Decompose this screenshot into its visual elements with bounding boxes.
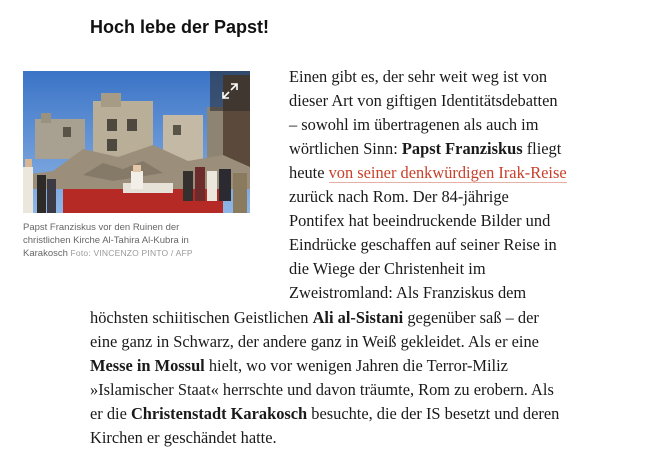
body-text: gegenüber saß – der	[403, 308, 539, 327]
body-line: eine ganz in Schwarz, der andere ganz in Weiß gekleidet. Als er eine	[90, 332, 539, 351]
article-figure	[23, 71, 250, 260]
body-line: zurück nach Rom. Der 84-jährige	[289, 187, 509, 206]
body-line	[289, 161, 567, 185]
body-line: Kirchen er geschändet hatte.	[90, 428, 277, 447]
bold-papst-franziskus: Papst Franziskus	[401, 139, 523, 158]
body-text: fliegt	[522, 139, 562, 158]
body-line: Einen gibt es, der sehr weit weg ist von	[289, 67, 548, 86]
body-line: Eindrücke geschaffen auf seiner Reise in	[289, 235, 557, 254]
body-line: Pontifex hat beeindruckende Bilder und	[289, 211, 551, 230]
body-text: besuchte, die der IS besetzt und deren	[307, 404, 560, 423]
caption-line: Papst Franziskus vor den Ruinen der	[23, 222, 180, 233]
irak-reise-link[interactable]: von seiner denkwürdigen Irak-Reise	[328, 163, 567, 182]
body-line	[90, 402, 559, 426]
photo-credit: Foto: VINCENZO PINTO / AFP	[70, 248, 193, 258]
expand-image-button[interactable]	[210, 71, 250, 111]
caption-line: christlichen Kirche Al-Tahira Al-Kubra in	[23, 235, 189, 246]
body-line: dieser Art von giftigen Identitätsdebatten	[289, 91, 558, 110]
expand-icon	[221, 82, 239, 100]
body-line: »Islamischer Staat« herrschte und davon träumte, Rom zu erobern. Als	[90, 380, 554, 399]
body-text: höchsten schiitischen Geistlichen	[90, 308, 313, 327]
body-text: hielt, wo vor wenigen Jahren die Terror-Miliz	[204, 356, 508, 375]
body-text: heute	[289, 163, 329, 182]
body-text: er die	[90, 404, 131, 423]
body-line: die Wiege der Christenheit im	[289, 259, 486, 278]
body-line: Zweistromland: Als Franziskus dem	[289, 283, 527, 302]
article-heading: Hoch lebe der Papst!	[90, 17, 270, 37]
bold-christenstadt-karakosch: Christenstadt Karakosch	[130, 404, 308, 423]
bold-ali-al-sistani: Ali al-Sistani	[312, 308, 404, 327]
body-text: wörtlichen Sinn:	[289, 139, 402, 158]
article-photo[interactable]	[23, 71, 250, 213]
bold-messe-in-mossul: Messe in Mossul	[90, 356, 205, 375]
caption-line: Karakosch	[23, 248, 68, 259]
body-line: – sowohl im übertragenen als auch im	[289, 115, 539, 134]
image-caption	[23, 221, 250, 260]
body-line	[289, 137, 561, 161]
body-line	[90, 306, 539, 330]
body-line	[90, 354, 508, 378]
